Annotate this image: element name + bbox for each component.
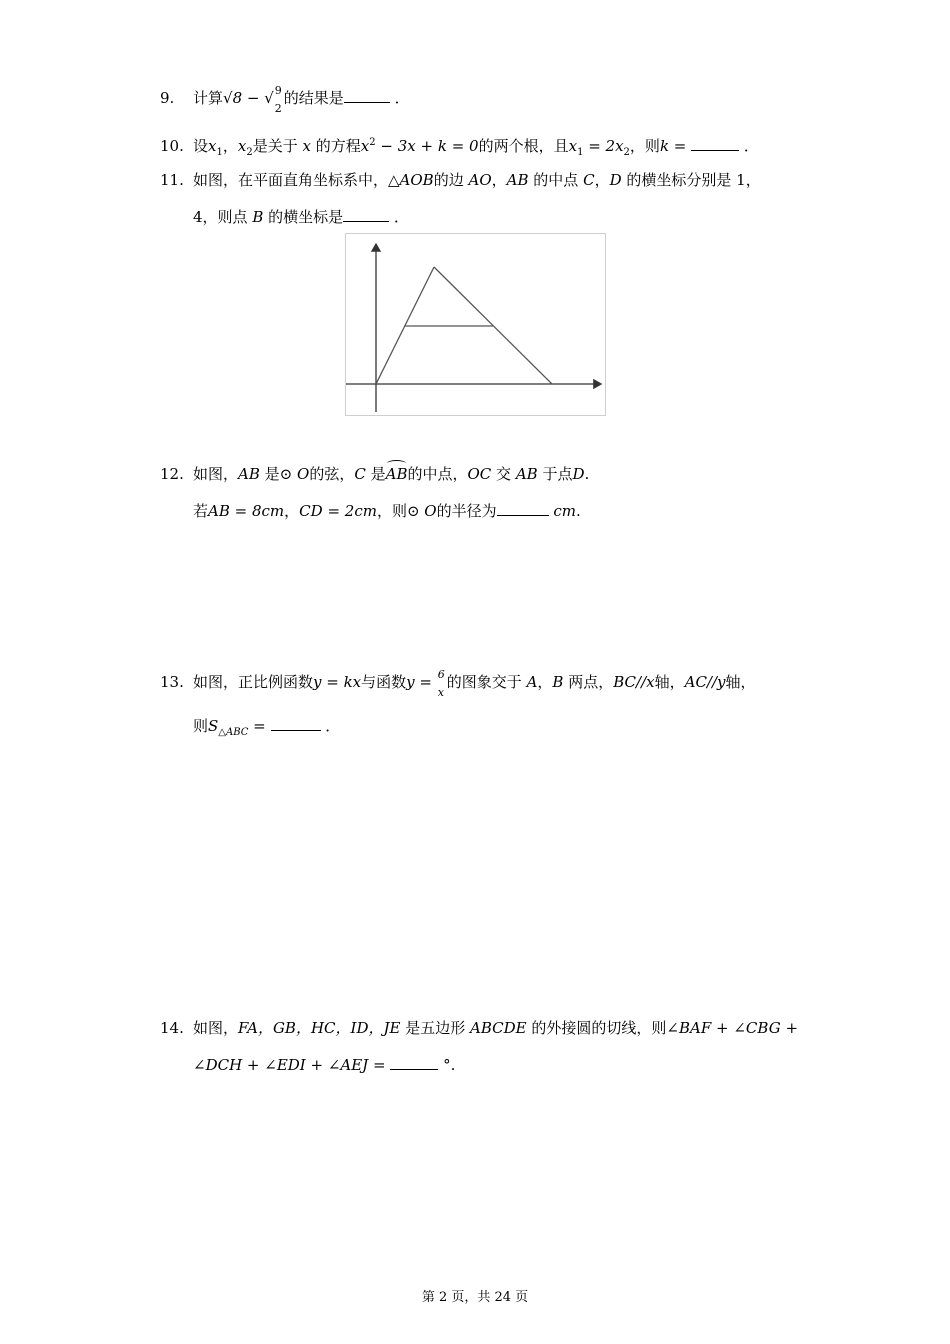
- question-14: 14. 如图，FA，GB，HC，ID，JE 是五边形 ABCDE 的外接圆的切线，则∠BAF + ∠CBG +: [160, 1019, 799, 1037]
- answer-blank[interactable]: [343, 207, 389, 222]
- question-number: 13.: [160, 673, 184, 691]
- question-14-line-2: ∠DCH + ∠EDI + ∠AEJ = °.: [193, 1056, 456, 1074]
- coordinate-diagram: [346, 234, 605, 415]
- question-11-line-2: 4，则点 B 的横坐标是 ．: [193, 208, 409, 226]
- answer-blank[interactable]: [271, 716, 321, 731]
- triangle-figure: [345, 233, 606, 416]
- question-10: 10. 设$x_1$，$x_2$是关于 x 的方程$x^2 - 3x + k = 0$的两个根，且$x_1 = 2x_2$，则k = ．: [160, 137, 759, 158]
- fraction: 6 x: [437, 668, 445, 699]
- fraction: 9 2: [274, 84, 282, 115]
- question-number: 9.: [160, 89, 175, 107]
- question-number: 10.: [160, 137, 184, 155]
- question-11: 11. 如图，在平面直角坐标系中，△AOB的边 AO，AB 的中点 C，D 的横坐标分别是 1，: [160, 171, 761, 189]
- question-12: 12. 如图，AB 是⊙ O的弦，C 是AB的中点，OC 交 AB 于点D.: [160, 465, 590, 483]
- answer-blank[interactable]: [390, 1055, 438, 1070]
- question-13-line-2: 则$S_{\triangle ABC}$ = ．: [193, 717, 341, 738]
- answer-blank[interactable]: [497, 501, 549, 516]
- arc-AB: AB: [385, 465, 408, 483]
- question-number: 11.: [160, 171, 184, 189]
- question-number: 14.: [160, 1019, 184, 1037]
- answer-blank[interactable]: [344, 88, 390, 103]
- question-9: 9. 计算√8 − √ 9 2 的结果是 ．: [160, 84, 410, 115]
- page-footer: 第 2 页，共 24 页: [421, 1290, 529, 1305]
- answer-blank[interactable]: [691, 136, 739, 151]
- question-12-line-2: 若AB = 8cm，CD = 2cm，则⊙ O的半径为 cm.: [193, 502, 581, 520]
- question-number: 12.: [160, 465, 184, 483]
- question-13: 13. 如图，正比例函数y = kx与函数y = 6 x 的图象交于 A，B 两点，BC//x轴，AC//y轴，: [160, 668, 756, 699]
